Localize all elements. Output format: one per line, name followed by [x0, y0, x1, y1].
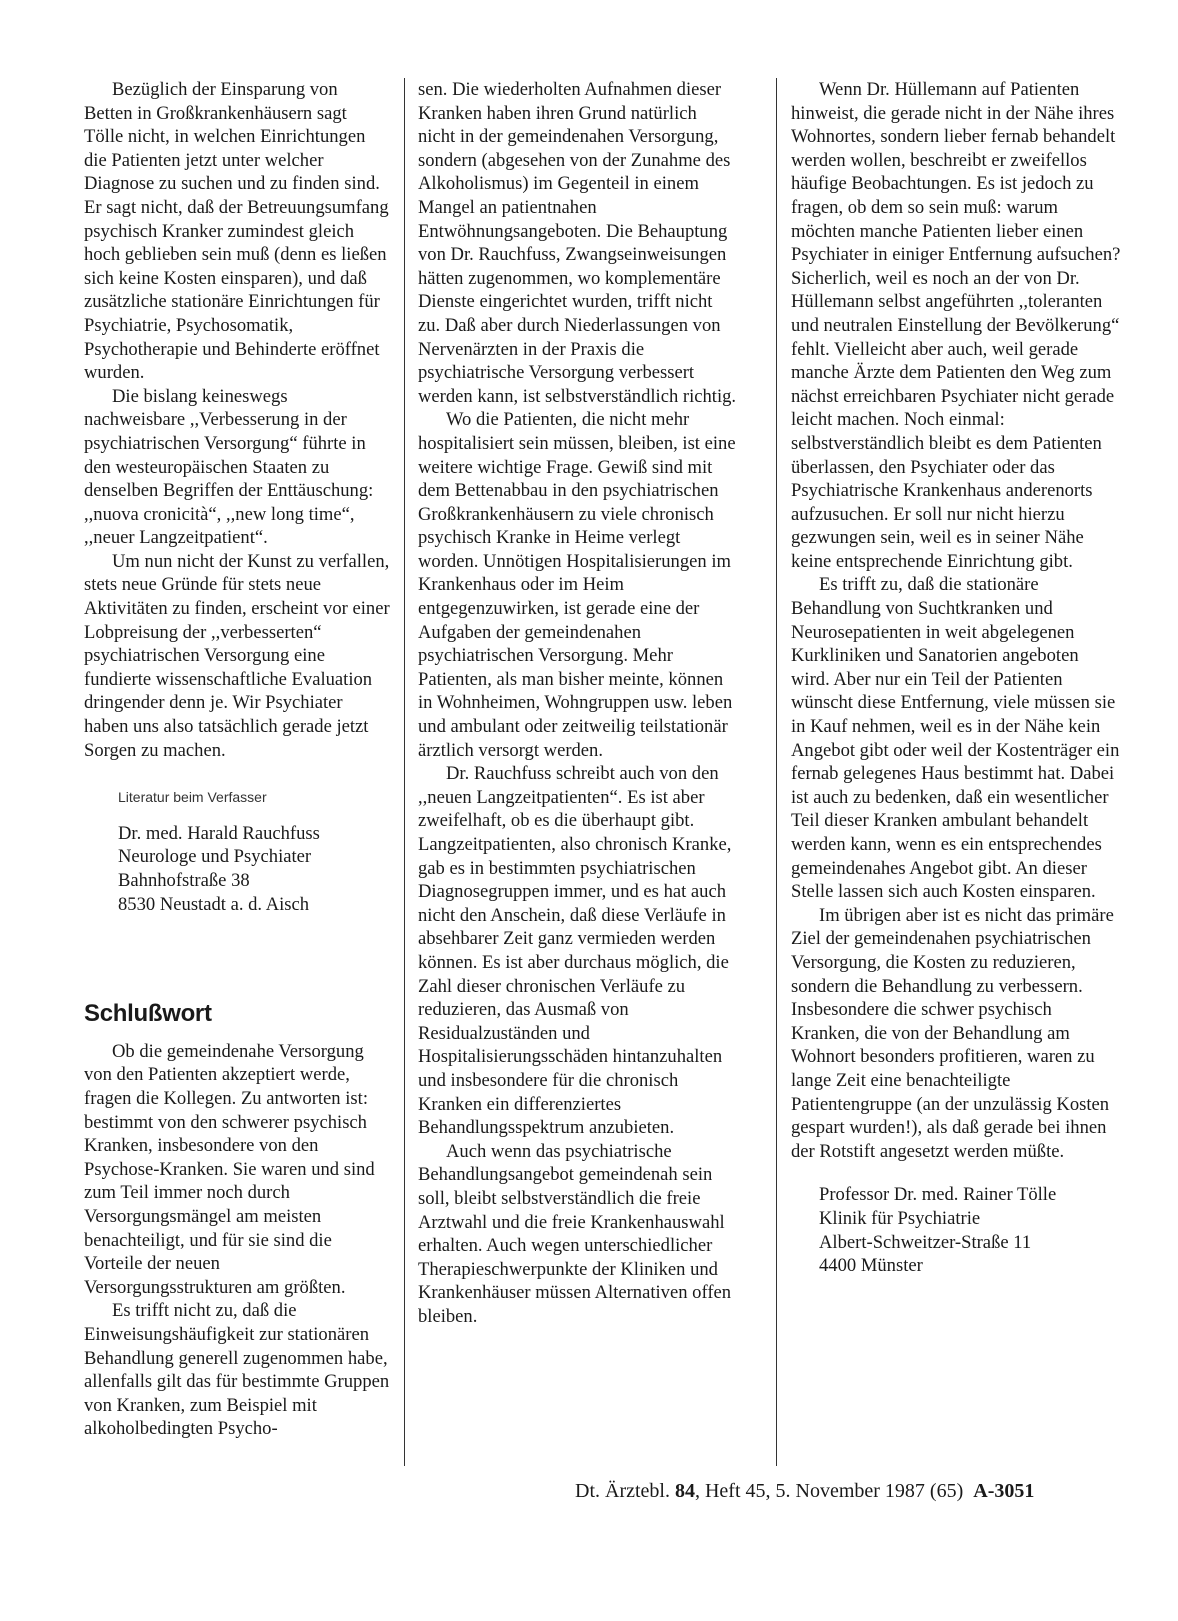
section-heading: Schlußwort [84, 1000, 212, 1028]
address-line: Albert-Schweitzer-Straße 11 [819, 1231, 1032, 1253]
paragraph: Es trifft zu, daß die stationäre Behandlung von Suchtkranken und Neurosepatienten in weit abgelegenen Kurkliniken und Sanatorien angeboten wird. Aber nur ein Teil der Patienten wünscht diese Entfernung, viele müssen sie in Kauf nehmen, weil es in der Nähe kein Angebot gibt oder weil der Kostenträger ein fernab gelegenes Haus bestimmt hat. Dabei ist auch zu bedenken, daß ein wesentlicher Teil dieser Kranken ambulant behandelt werden kann, wenn es ein entsprechendes gemeindenahes Angebot gibt. An dieser Stelle lassen sich auch Kosten einsparen. [791, 574, 1120, 903]
page-footer [575, 1480, 1034, 1503]
column-divider [776, 78, 777, 1466]
issue-info: , Heft 45, 5. November 1987 (65) [694, 1480, 964, 1502]
paragraph: Dr. Rauchfuss schreibt auch von den ,,neuen Langzeitpatienten“. Es ist aber zweifelhaft, ob es die überhaupt gibt. Langzeitpatienten, also chronisch Kranke, gab es in bestimmten psychiatrischen Diagnosegruppen immer, und es hat auch nicht den Anschein, daß diese Verläufe in absehbarer Zeit ganz vermieden werden können. Es ist aber durchaus möglich, die Zahl dieser chronischen Verläufe zu reduzieren, das Ausmaß von Residualzuständen und Hospitalisierungsschäden hintanzuhalten und insbesondere für die chronisch Kranken ein differenziertes Behandlungsspektrum anzubieten. [418, 763, 732, 1139]
paragraph: Wo die Patienten, die nicht mehr hospitalisiert sein müssen, bleiben, ist eine weitere wichtige Frage. Gewiß sind mit dem Bettenabbau in den psychiatrischen Großkrankenhäusern zu viele chronisch psychisch Kranke in Heime verlegt worden. Unnötigen Hospitalisierungen im Krankenhaus oder im Heim entgegenzuwirken, ist gerade eine der Aufgaben der gemeindenahen psychiatrischen Versorgung. Mehr Patienten, als man bisher meinte, können in Wohnheimen, Wohngruppen usw. leben und ambulant oder zeitweilig teilstationär ärztlich versorgt werden. [418, 409, 736, 761]
author-address [118, 822, 390, 916]
journal-name: Dt. Ärztebl. [575, 1480, 670, 1502]
volume-number: 84 [674, 1480, 695, 1502]
paragraph: Auch wenn das psychiatrische Behandlungsangebot gemeindenah sein soll, bleibt selbstverständlich die freie Arztwahl und die freie Krankenhauswahl erhalten. Auch wegen unterschiedlicher Therapieschwerpunkte der Kliniken und Krankenhäuser müssen Alternativen offen bleiben. [418, 1140, 732, 1327]
address-line: 4400 Münster [819, 1255, 923, 1277]
paragraph: Ob die gemeindenahe Versorgung von den Patienten akzeptiert werde, fragen die Kollegen. Zu antworten ist: bestimmt von den schwerer psychisch Kranken, insbesondere von den Psychose-Kranken. Sie waren und sind zum Teil immer noch durch Versorgungsmängel am meisten benachteiligt, und für sie sind die Vorteile der neuen Versorgungsstrukturen am größten. [84, 1040, 375, 1298]
address-line: Neurologe und Psychiater [118, 846, 312, 868]
column-divider [404, 78, 405, 1466]
address-line: Klinik für Psychiatrie [819, 1207, 981, 1229]
page-number: A-3051 [973, 1480, 1035, 1502]
address-line: 8530 Neustadt a. d. Aisch [118, 893, 310, 915]
column-1 [84, 78, 390, 1441]
paragraph: sen. Die wiederholten Aufnahmen dieser Kranken haben ihren Grund natürlich nicht in der gemeindenahen Versorgung, sondern (abgesehen von der Zunahme des Alkoholismus) im Gegenteil in einem Mangel an patientnahen Entwöhnungsangeboten. Die Behauptung von Dr. Rauchfuss, Zwangseinweisungen hätten zugenommen, wo komplementäre Dienste eingerichtet wurden, trifft nicht zu. Daß aber durch Niederlassungen von Nervenärzten in der Praxis die psychiatrische Versorgung verbessert werden kann, ist selbstverständlich richtig. [418, 79, 737, 407]
paragraph: Es trifft nicht zu, daß die Einweisungshäufigkeit zur stationären Behandlung generell zugenommen habe, allenfalls gilt das für bestimmte Gruppen von Kranken, zum Beispiel mit alkoholbedingten Psycho- [84, 1300, 390, 1440]
paragraph: Wenn Dr. Hüllemann auf Patienten hinweist, die gerade nicht in der Nähe ihres Wohnortes, sondern lieber fernab behandelt werden wollen, beschreibt er zweifellos häufige Beobachtungen. Es ist jedoch zu fragen, ob dem so sein muß: warum möchten manche Patienten lieber einen Psychiater in einiger Entfernung aufsuchen? Sicherlich, weil es noch an der von Dr. Hüllemann selbst angeführten ,,toleranten und neutralen Einstellung der Bevölkerung“ fehlt. Vielleicht aber auch, weil gerade manche Ärzte dem Patienten den Weg zum nächst erreichbaren Psychiater nicht gerade leicht machen. Noch einmal: selbstverständlich bleibt es dem Patienten überlassen, den Psychiater oder das Psychiatrische Krankenhaus anderenorts aufzusuchen. Er soll nur nicht hierzu gezwungen sein, weil es in seiner Nähe keine entsprechende Einrichtung gibt. [791, 79, 1121, 572]
address-line: Dr. med. Harald Rauchfuss [118, 822, 320, 844]
paragraph: Bezüglich der Einsparung von Betten in Großkrankenhäusern sagt Tölle nicht, in welchen Einrichtungen die Patienten jetzt unter welcher Diagnose zu suchen und zu finden sind. Er sagt nicht, daß der Betreuungsumfang psychisch Kranker zumindest gleich hoch geblieben sein muß (denn es ließen sich keine Kosten einsparen), und daß zusätzliche stationäre Einrichtungen für Psychiatrie, Psychosomatik, Psychotherapie und Behinderte eröffnet wurden. [84, 79, 389, 384]
literature-note: Literatur beim Verfasser [118, 789, 267, 806]
column-3 [791, 78, 1121, 1278]
address-line: Bahnhofstraße 38 [118, 870, 250, 891]
column-2 [418, 78, 738, 1328]
address-line: Professor Dr. med. Rainer Tölle [819, 1184, 1057, 1206]
paragraph: Die bislang keineswegs nachweisbare ,,Verbesserung in der psychiatrischen Versorgung“ führte in den westeuropäischen Staaten zu denselben Begriffen der Enttäuschung: ,,nuova cronicità“, ,,new long time“, ,,neuer Langzeitpatient“. [84, 385, 374, 549]
author-address [819, 1183, 1121, 1277]
paragraph: Im übrigen aber ist es nicht das primäre Ziel der gemeindenahen psychiatrischen Versorgung, die Kosten zu reduzieren, sondern die Behandlung zu verbessern. Insbesondere die schwer psychisch Kranken, die von der Behandlung am Wohnort besonders profitieren, waren zu lange Zeit eine benachteiligte Patientengruppe (an der unzulässig Kosten gespart wurden!), als daß gerade bei ihnen der Rotstift angesetzt werden müßte. [791, 904, 1114, 1162]
paragraph: Um nun nicht der Kunst zu verfallen, stets neue Gründe für stets neue Aktivitäten zu finden, erscheint vor einer Lobpreisung der ,,verbesserten“ psychiatrischen Versorgung eine fundierte wissenschaftliche Evaluation dringender denn je. Wir Psychiater haben uns also tatsächlich gerade jetzt Sorgen zu machen. [84, 550, 390, 761]
